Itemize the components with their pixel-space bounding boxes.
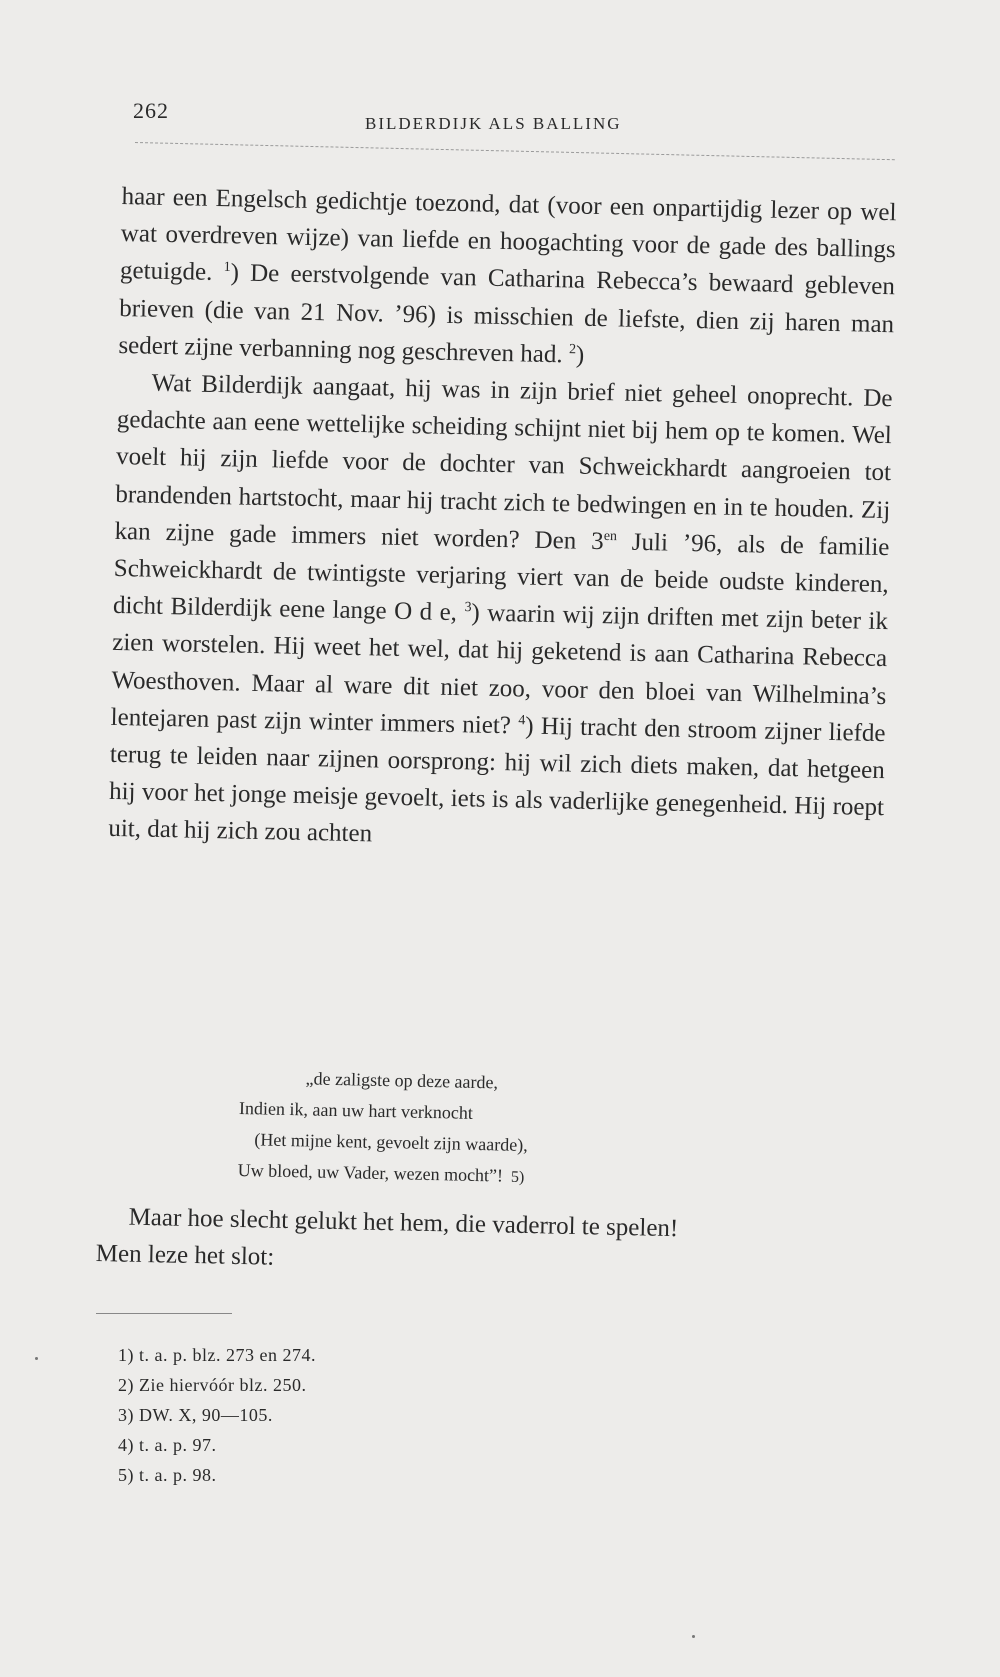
footnote-item: 4) t. a. p. 97. xyxy=(118,1435,217,1455)
poem-line: Uw bloed, uw Vader, wezen mocht”! 5) xyxy=(237,1159,525,1186)
closing-line: Men leze het slot: xyxy=(95,1239,275,1271)
page-header xyxy=(133,98,903,138)
closing-text xyxy=(95,1198,876,1288)
superscript-en: en xyxy=(603,528,618,544)
footnote-ref-5: 5) xyxy=(510,1168,525,1186)
footnote-item: 3) DW. X, 90—105. xyxy=(118,1405,273,1425)
poem-line: Indien ik, aan uw hart verknocht xyxy=(238,1097,474,1123)
closing-line: Maar hoe slecht gelukt het hem, die vaderrol te spelen! xyxy=(128,1203,679,1243)
footnote-item: 2) Zie hiervóór blz. 250. xyxy=(118,1375,307,1395)
footnote-ref-1: 1 xyxy=(223,260,231,276)
footnote-ref-2: 2 xyxy=(568,341,577,358)
paper-speck xyxy=(35,1357,38,1360)
footnote-item: 5) t. a. p. 98. xyxy=(118,1465,217,1485)
body-text xyxy=(108,178,897,864)
running-title: BILDERDIJK ALS BALLING xyxy=(365,114,622,133)
paper-speck xyxy=(692,1635,695,1638)
paragraph-1: haar een Engelsch gedichtje toezond, dat (voor een onpartijdig lezer op wel wat overdreven wijze) van liefde en hoogachting voor de gade des ballings getuigde. $^1$) De eerstvolgende van Catharina Rebecca’s bewaard gebleven brieven (die van 21 Nov. ’96) is misschien de liefste, dien zij haren man sedert zijne verbanning nog geschreven had. $^2$) xyxy=(118,182,897,369)
header-rule xyxy=(135,142,895,160)
footnote-ref-4: 4 xyxy=(518,712,526,729)
footnotes xyxy=(118,1340,518,1490)
footnote-rule xyxy=(96,1313,232,1314)
paragraph-2: Wat Bilderdijk aangaat, hij was in zijn brief niet geheel onoprecht. De gedachte aan eene wettelijke scheiding schijnt niet bij hem op te komen. Wel voelt hij zijn liefde voor de dochter van Schweickhardt aangroeien tot brandenden hartstocht, maar hij tracht zich te bedwingen en in te houden. Zij kan zijne gade immers niet worden? Den $3^{en}$ Juli ’96, als de familie Schweickhardt de twintigste verjaring viert van de beide oudste kinderen, dicht Bilderdijk eene lange O d e, $^3$) waarin wij zijn driften met zijn beter ik zien worstelen. Hij weet het wel, dat hij geketend is aan Catharina Rebecca Woesthoven. Maar al ware dit niet zoo, voor den bloei van Wilhelmina’s lentejaren past zijn winter immers niet? $^4$) Hij tracht den stroom zijner liefde terug te leiden naar zijnen oorsprong: hij wil zich diets maken, dat hetgeen hij voor het jonge meisje gevoelt, iets is als vaderlijke genegenheid. Hij roept uit, dat hij zich zou achten xyxy=(108,369,893,848)
footnote-ref-3: 3 xyxy=(464,600,472,616)
poem-line: (Het mijne kent, gevoelt zijn waarde), xyxy=(254,1129,528,1156)
poem-quote xyxy=(237,1062,660,1196)
page-number: 262 xyxy=(133,98,169,123)
footnote-item: 1) t. a. p. blz. 273 en 274. xyxy=(118,1345,316,1365)
poem-line: „de zaligste op deze aarde, xyxy=(305,1068,499,1093)
